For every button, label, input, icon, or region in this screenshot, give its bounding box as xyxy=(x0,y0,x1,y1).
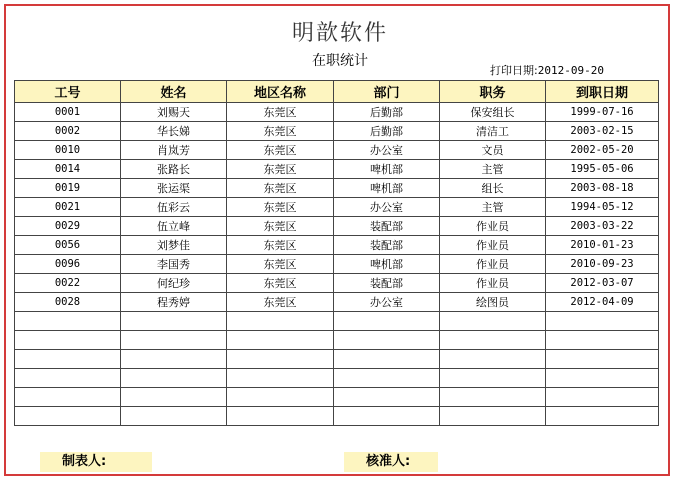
hire-date-cell: 2002-05-20 xyxy=(546,141,659,160)
name-cell: 张路长 xyxy=(121,160,227,179)
empty-table-row xyxy=(15,369,659,388)
region-cell: 东莞区 xyxy=(227,103,334,122)
hire-date-cell: 1995-05-06 xyxy=(546,160,659,179)
employee-id-cell: 0029 xyxy=(15,217,121,236)
empty-cell xyxy=(121,388,227,407)
staff-table xyxy=(14,80,659,426)
table-row xyxy=(15,236,659,255)
column-header-department: 部门 xyxy=(334,81,440,103)
employee-id-cell: 0014 xyxy=(15,160,121,179)
name-cell: 伍彩云 xyxy=(121,198,227,217)
position-cell: 作业员 xyxy=(440,274,546,293)
hire-date-cell: 1994-05-12 xyxy=(546,198,659,217)
column-header-position: 职务 xyxy=(440,81,546,103)
empty-cell xyxy=(334,369,440,388)
department-cell: 装配部 xyxy=(334,217,440,236)
empty-cell xyxy=(15,331,121,350)
employee-id-cell: 0021 xyxy=(15,198,121,217)
empty-cell xyxy=(121,369,227,388)
table-row xyxy=(15,122,659,141)
region-cell: 东莞区 xyxy=(227,141,334,160)
empty-cell xyxy=(121,407,227,426)
empty-table-row xyxy=(15,350,659,369)
column-header-id: 工号 xyxy=(15,81,121,103)
hire-date-cell: 2003-08-18 xyxy=(546,179,659,198)
position-cell: 主管 xyxy=(440,160,546,179)
name-cell: 伍立峰 xyxy=(121,217,227,236)
approver-signature-label: 核准人: xyxy=(344,452,438,472)
department-cell: 啤机部 xyxy=(334,160,440,179)
hire-date-cell: 2003-02-15 xyxy=(546,122,659,141)
empty-cell xyxy=(440,331,546,350)
report-subtitle: 在职统计 xyxy=(312,53,368,69)
empty-cell xyxy=(15,407,121,426)
empty-cell xyxy=(121,331,227,350)
print-date-label: 打印日期: xyxy=(490,64,538,77)
empty-cell xyxy=(121,312,227,331)
department-cell: 办公室 xyxy=(334,198,440,217)
empty-cell xyxy=(440,388,546,407)
region-cell: 东莞区 xyxy=(227,179,334,198)
hire-date-cell: 2012-04-09 xyxy=(546,293,659,312)
empty-cell xyxy=(440,369,546,388)
empty-cell xyxy=(15,312,121,331)
employee-id-cell: 0028 xyxy=(15,293,121,312)
table-row xyxy=(15,198,659,217)
column-header-hire-date: 到职日期 xyxy=(546,81,659,103)
position-cell: 作业员 xyxy=(440,255,546,274)
region-cell: 东莞区 xyxy=(227,122,334,141)
employee-id-cell: 0019 xyxy=(15,179,121,198)
region-cell: 东莞区 xyxy=(227,217,334,236)
position-cell: 组长 xyxy=(440,179,546,198)
empty-cell xyxy=(227,369,334,388)
empty-table-row xyxy=(15,407,659,426)
empty-cell xyxy=(227,407,334,426)
name-cell: 李国秀 xyxy=(121,255,227,274)
department-cell: 办公室 xyxy=(334,141,440,160)
position-cell: 绘图员 xyxy=(440,293,546,312)
department-cell: 后勤部 xyxy=(334,122,440,141)
empty-cell xyxy=(334,331,440,350)
empty-cell xyxy=(227,331,334,350)
department-cell: 后勤部 xyxy=(334,103,440,122)
hire-date-cell: 2012-03-07 xyxy=(546,274,659,293)
department-cell: 装配部 xyxy=(334,236,440,255)
empty-cell xyxy=(546,388,659,407)
empty-cell xyxy=(546,312,659,331)
empty-cell xyxy=(546,350,659,369)
employee-id-cell: 0056 xyxy=(15,236,121,255)
name-cell: 华长娣 xyxy=(121,122,227,141)
position-cell: 文员 xyxy=(440,141,546,160)
empty-cell xyxy=(227,350,334,369)
empty-table-row xyxy=(15,388,659,407)
hire-date-cell: 2010-01-23 xyxy=(546,236,659,255)
empty-cell xyxy=(546,369,659,388)
region-cell: 东莞区 xyxy=(227,160,334,179)
employee-id-cell: 0022 xyxy=(15,274,121,293)
name-cell: 肖岚芳 xyxy=(121,141,227,160)
empty-cell xyxy=(440,407,546,426)
empty-cell xyxy=(15,388,121,407)
position-cell: 作业员 xyxy=(440,217,546,236)
region-cell: 东莞区 xyxy=(227,293,334,312)
empty-cell xyxy=(546,331,659,350)
employee-id-cell: 0010 xyxy=(15,141,121,160)
position-cell: 作业员 xyxy=(440,236,546,255)
table-row xyxy=(15,255,659,274)
department-cell: 装配部 xyxy=(334,274,440,293)
column-header-name: 姓名 xyxy=(121,81,227,103)
table-row xyxy=(15,103,659,122)
print-date xyxy=(490,62,604,78)
table-body xyxy=(15,103,659,426)
hire-date-cell: 2003-03-22 xyxy=(546,217,659,236)
hire-date-cell: 2010-09-23 xyxy=(546,255,659,274)
region-cell: 东莞区 xyxy=(227,236,334,255)
region-cell: 东莞区 xyxy=(227,274,334,293)
position-cell: 主管 xyxy=(440,198,546,217)
hire-date-cell: 1999-07-16 xyxy=(546,103,659,122)
table-header-row xyxy=(15,81,659,103)
empty-cell xyxy=(334,388,440,407)
empty-cell xyxy=(440,350,546,369)
empty-table-row xyxy=(15,312,659,331)
empty-table-row xyxy=(15,331,659,350)
report-title: 明歆软件 xyxy=(291,21,388,46)
employee-id-cell: 0002 xyxy=(15,122,121,141)
name-cell: 刘赐天 xyxy=(121,103,227,122)
region-cell: 东莞区 xyxy=(227,255,334,274)
employee-id-cell: 0096 xyxy=(15,255,121,274)
empty-cell xyxy=(227,388,334,407)
empty-cell xyxy=(15,369,121,388)
department-cell: 啤机部 xyxy=(334,179,440,198)
empty-cell xyxy=(121,350,227,369)
empty-cell xyxy=(440,312,546,331)
region-cell: 东莞区 xyxy=(227,198,334,217)
empty-cell xyxy=(227,312,334,331)
empty-cell xyxy=(334,350,440,369)
table-row xyxy=(15,274,659,293)
empty-cell xyxy=(546,407,659,426)
name-cell: 程秀婷 xyxy=(121,293,227,312)
table-row xyxy=(15,179,659,198)
name-cell: 张运渠 xyxy=(121,179,227,198)
maker-signature-label: 制表人: xyxy=(40,452,152,472)
department-cell: 办公室 xyxy=(334,293,440,312)
table-row xyxy=(15,141,659,160)
column-header-region: 地区名称 xyxy=(227,81,334,103)
department-cell: 啤机部 xyxy=(334,255,440,274)
name-cell: 刘梦佳 xyxy=(121,236,227,255)
name-cell: 何纪珍 xyxy=(121,274,227,293)
position-cell: 保安组长 xyxy=(440,103,546,122)
table-row xyxy=(15,217,659,236)
position-cell: 清洁工 xyxy=(440,122,546,141)
empty-cell xyxy=(334,407,440,426)
print-date-value: 2012-09-20 xyxy=(537,64,604,77)
table-row xyxy=(15,293,659,312)
employee-id-cell: 0001 xyxy=(15,103,121,122)
empty-cell xyxy=(15,350,121,369)
table-row xyxy=(15,160,659,179)
empty-cell xyxy=(334,312,440,331)
